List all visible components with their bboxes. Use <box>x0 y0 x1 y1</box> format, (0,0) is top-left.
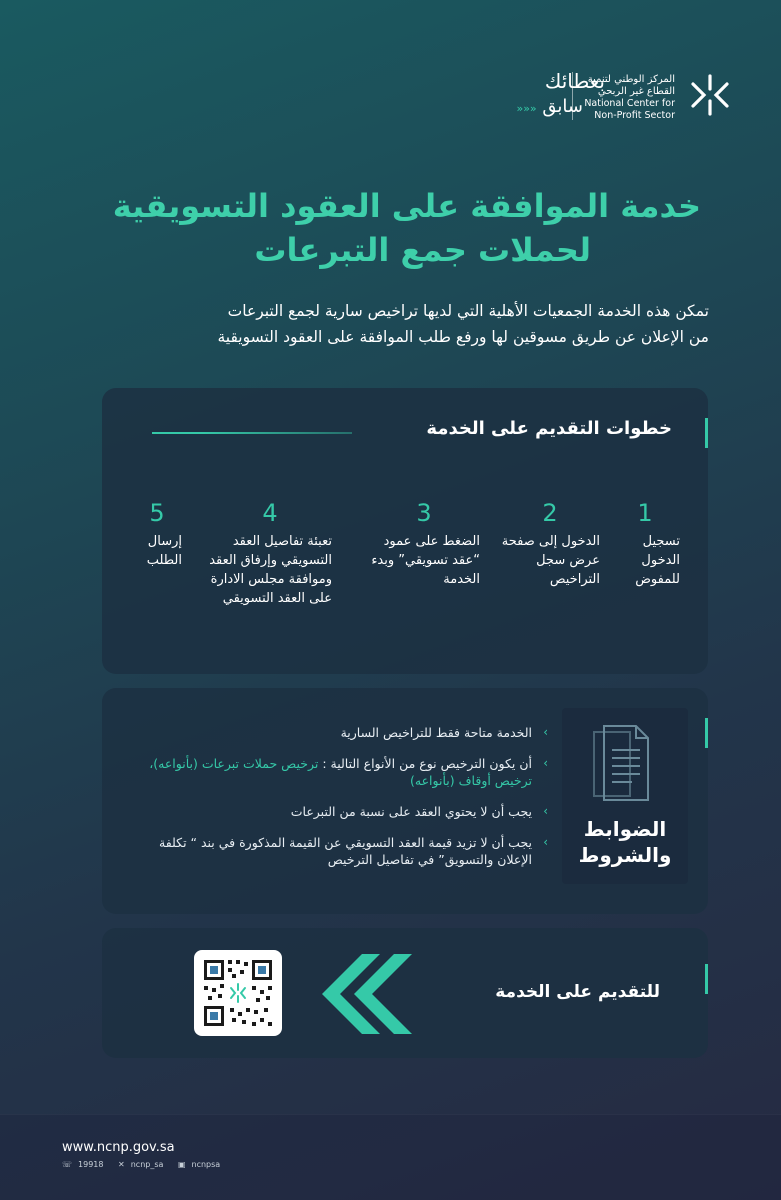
apply-accent-bar <box>705 964 708 994</box>
steps-title: خطوات التقديم على الخدمة <box>426 418 672 439</box>
phone-number: 19918 <box>78 1160 104 1169</box>
qr-code[interactable] <box>194 950 282 1036</box>
step-2 <box>500 498 600 589</box>
org-name-ar-1: المركز الوطني لتنمية <box>587 74 675 85</box>
step-3 <box>368 498 480 589</box>
qr-code-icon <box>194 950 282 1036</box>
chevron-left-icon: ‹ <box>543 725 548 739</box>
terms-item-2 <box>148 755 548 789</box>
step-4-number: 4 <box>262 499 278 527</box>
org-name-ar-2: القطاع غير الربحي <box>597 86 675 97</box>
steps-card <box>102 388 708 674</box>
page-title-line-1: خدمة الموافقة على العقود التسويقية <box>112 187 701 225</box>
step-1 <box>610 498 680 589</box>
slogan-line-2: سابق <box>542 96 583 117</box>
footer <box>0 1114 781 1200</box>
step-3-text: الضغط على عمود “عقد تسويقي” وبدء الخدمة <box>371 534 480 587</box>
terms-list <box>148 724 548 882</box>
step-5 <box>132 498 182 570</box>
chevron-left-icon: ‹ <box>543 835 548 849</box>
slogan-chevrons-icon: »»» <box>516 102 537 115</box>
other-handle[interactable] <box>178 1160 226 1169</box>
terms-item-1-text: الخدمة متاحة فقط للتراخيص السارية <box>340 725 532 740</box>
step-1-number: 1 <box>637 499 653 527</box>
intro-line-1: تمكن هذه الخدمة الجمعيات الأهلية التي لديها تراخيص سارية لجمع التبرعات <box>227 302 709 320</box>
intro-text <box>49 298 709 350</box>
document-icon <box>588 722 660 806</box>
slogan <box>475 68 605 122</box>
step-4 <box>208 498 332 608</box>
social-icon: ▣ <box>177 1160 186 1169</box>
page-title <box>61 184 701 272</box>
social-handles <box>62 1160 232 1169</box>
x-handle-text: ncnp_sa <box>130 1160 164 1169</box>
org-name-en-2: Non-Profit Sector <box>594 110 675 121</box>
terms-accent-bar <box>705 718 708 748</box>
terms-item-3 <box>148 803 548 820</box>
chevron-left-icon: ‹ <box>543 756 548 770</box>
terms-item-3-text: يجب أن لا يحتوي العقد على نسبة من التبرعات <box>290 804 532 819</box>
step-5-number: 5 <box>149 499 165 527</box>
x-icon: ✕ <box>118 1160 125 1169</box>
step-4-text: تعبئة تفاصيل العقد التسويقي وإرفاق العقد وموافقة مجلس الادارة على العقد التسويقي <box>209 534 332 606</box>
terms-label <box>562 816 688 868</box>
double-chevron-left-icon <box>322 954 412 1034</box>
step-3-number: 3 <box>416 499 432 527</box>
terms-card <box>102 688 708 914</box>
phone <box>62 1160 109 1169</box>
terms-label-box <box>562 708 688 884</box>
terms-item-4 <box>148 834 548 868</box>
step-2-number: 2 <box>542 499 558 527</box>
step-5-text: إرسال الطلب <box>146 534 182 568</box>
org-name-en-1: National Center for <box>584 98 675 109</box>
step-2-text: الدخول إلى صفحة عرض سجل التراخيص <box>501 534 600 587</box>
x-handle[interactable] <box>118 1160 169 1169</box>
step-1-text: تسجيل الدخول للمفوض <box>635 534 680 587</box>
terms-item-4-text: يجب أن لا تزيد قيمة العقد التسويقي عن القيمة المذكورة في بند “ تكلفة الإعلان والتسويق” في تفاصيل الترخيص <box>159 835 532 867</box>
terms-item-2-highlight: ترخيص حملات تبرعات (بأنواعه)، ترخيص أوقاف (بأنواعه) <box>149 756 532 788</box>
steps-accent-bar <box>705 418 708 448</box>
other-handle-text: ncnpsa <box>191 1160 221 1169</box>
website-link[interactable]: www.ncnp.gov.sa <box>62 1140 175 1155</box>
ncnp-logo-icon <box>687 72 733 118</box>
slogan-line-1: بعطائك <box>544 69 605 93</box>
terms-item-2-text: أن يكون الترخيص نوع من الأنواع التالية : <box>318 756 532 771</box>
terms-label-line-2: والشروط <box>578 843 672 867</box>
chevron-left-icon: ‹ <box>543 804 548 818</box>
terms-label-line-1: الضوابط <box>583 817 667 841</box>
apply-label: للتقديم على الخدمة <box>495 982 660 1002</box>
terms-item-1 <box>148 724 548 741</box>
phone-icon: ☏ <box>62 1160 73 1169</box>
page-title-line-2: لحملات جمع التبرعات <box>254 231 591 269</box>
apply-card <box>102 928 708 1058</box>
steps-title-line <box>152 432 352 434</box>
intro-line-2: من الإعلان عن طريق مسوقين لها ورفع طلب الموافقة على العقود التسويقية <box>217 328 709 346</box>
